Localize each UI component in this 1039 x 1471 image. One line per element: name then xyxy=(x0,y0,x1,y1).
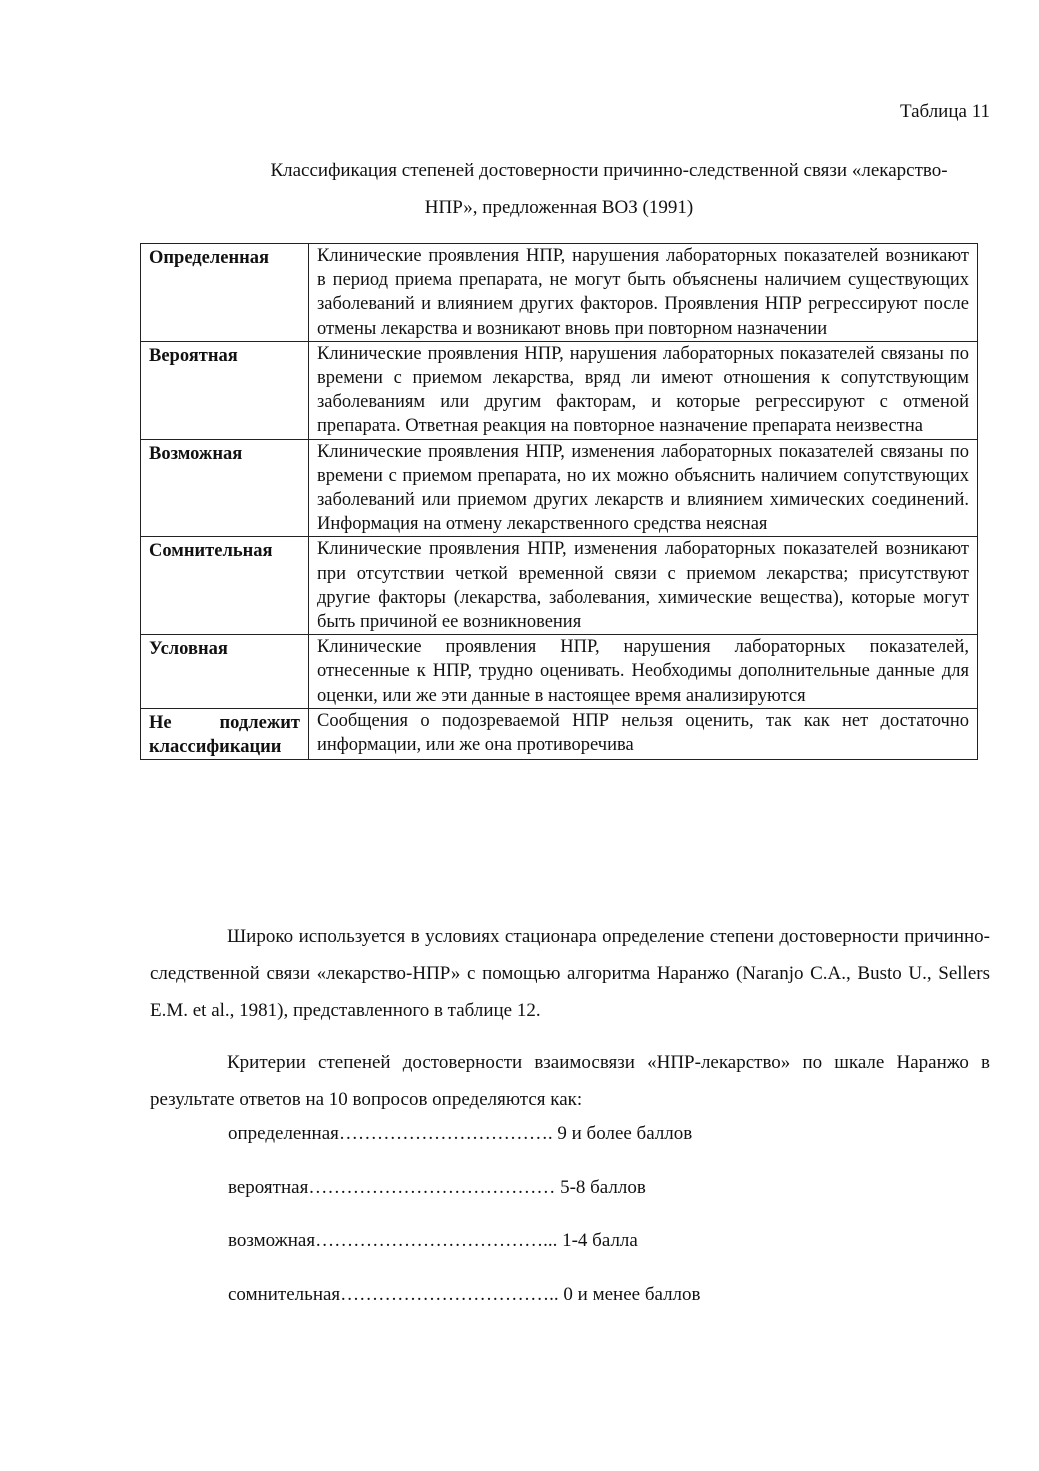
table-row xyxy=(141,537,978,635)
description-cell: Клинические проявления НПР, нарушения лабораторных показателей, отнесенные к НПР, трудно оценивать. Необходимы дополнительные данные для оценки, или же эти данные в настоящее время анализируются xyxy=(309,635,978,709)
term-cell: Вероятная xyxy=(141,341,309,439)
table-row xyxy=(141,341,978,439)
description-cell: Клинические проявления НПР, изменения лабораторных показателей возникают при отсутствии четкой временной связи с приемом лекарства; присутствуют другие факторы (лекарства, заболевания, химические вещества), которые могут быть причиной ее возникновения xyxy=(309,537,978,635)
body-paragraph-naranjo: Широко используется в условиях стационара определение степени достоверности причинно-следственной связи «лекарство-НПР» с помощью алгоритма Наранжо (Naranjo C.A., Busto U., Sellers E.M. et al., 1981), представленного в таблице 12. xyxy=(150,926,990,1021)
table-caption-line-2: НПР», предложенная ВОЗ (1991) xyxy=(424,197,694,218)
body-paragraph-criteria: Критерии степеней достоверности взаимосвязи «НПР-лекарство» по шкале Наранжо в результате ответов на 10 вопросов определяются как: xyxy=(150,1052,990,1110)
table-row xyxy=(141,635,978,709)
term-cell xyxy=(141,708,309,759)
term-line-1: Не подлежит xyxy=(149,712,300,733)
description-cell: Сообщения о подозреваемой НПР нельзя оценить, так как нет достаточно информации, или же она противоречива xyxy=(309,708,978,759)
criteria-item-probable: вероятная………………………………… 5-8 баллов xyxy=(228,1176,646,1198)
criteria-item-possible: возможная………………………………... 1-4 балла xyxy=(228,1230,638,1251)
term-line-2: классификации xyxy=(149,737,282,758)
table-number: Таблица 11 xyxy=(899,101,990,122)
table-row xyxy=(141,439,978,537)
table-row xyxy=(141,708,978,759)
criteria-item-definite: определенная……………………………. 9 и более баллов xyxy=(228,1123,693,1144)
classification-table xyxy=(140,243,978,760)
table-caption xyxy=(140,152,978,226)
description-cell: Клинические проявления НПР, нарушения лабораторных показателей возникают в период приема препарата, не могут быть объяснены наличием существующих заболеваний и влиянием других факторов. Проявления НПР регрессируют после отмены лекарства и возникают вновь при повторном назначении xyxy=(309,244,978,342)
criteria-item-doubtful: сомнительная…………………………….. 0 и менее баллов xyxy=(228,1283,701,1305)
term-cell: Возможная xyxy=(141,439,309,537)
description-cell: Клинические проявления НПР, нарушения лабораторных показателей связаны по времени с приемом лекарства, вряд ли имеют отношения к сопутствующим заболеваниям или другим факторам, и которые регрессируют с отменой препарата. Ответная реакция на повторное назначение препарата неизвестна xyxy=(309,341,978,439)
criteria-list xyxy=(228,1115,701,1329)
description-cell: Клинические проявления НПР, изменения лабораторных показателей связаны по времени с приемом препарата, но их можно объяснить наличием сопутствующих заболеваний или приемом других лекарств и влиянием химических соединений. Информация на отмену лекарственного средства неясная xyxy=(309,439,978,537)
table-caption-line-1: Классификация степеней достоверности причинно-следственной связи «лекарство- xyxy=(270,160,948,181)
term-cell: Условная xyxy=(141,635,309,709)
term-cell: Определенная xyxy=(141,244,309,342)
table-row xyxy=(141,244,978,342)
term-cell: Сомнительная xyxy=(141,537,309,635)
